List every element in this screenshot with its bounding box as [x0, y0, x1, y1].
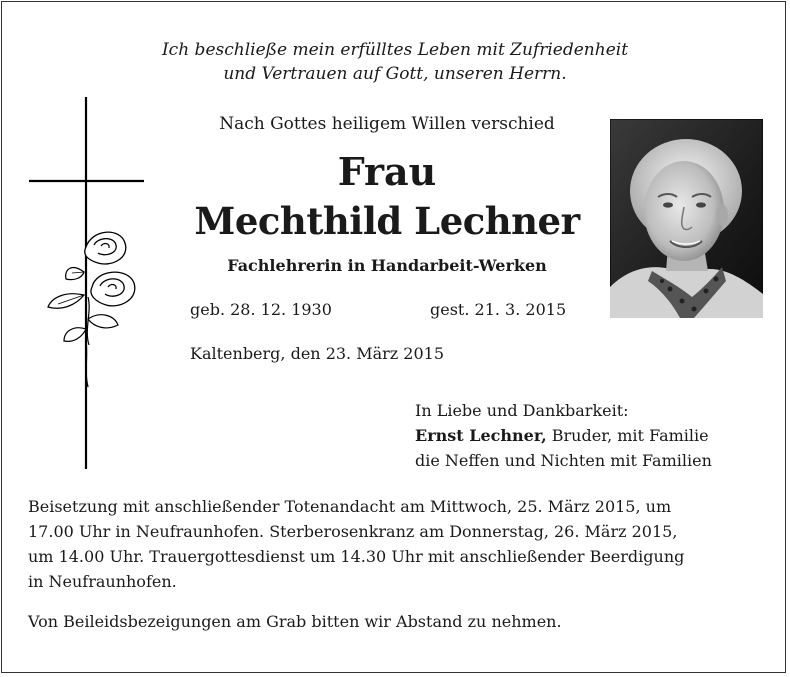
mourners-family: die Neffen und Nichten mit Familien	[415, 451, 712, 470]
salutation: Frau	[337, 149, 437, 194]
mourner-relation: Bruder, mit Familie	[546, 426, 709, 445]
birth-date: geb. 28. 12. 1930	[190, 300, 332, 319]
funeral-line-4: in Neufraunhofen.	[28, 572, 177, 591]
mourner-name: Ernst Lechner,	[415, 426, 547, 445]
motto	[0, 38, 790, 86]
motto-line-2: und Vertrauen auf Gott, unseren Herrn.	[223, 64, 567, 84]
deceased-name: Mechthild Lechner	[194, 199, 580, 243]
profession: Fachlehrerin in Handarbeit-Werken	[227, 256, 547, 275]
mourners-block	[415, 398, 712, 473]
funeral-line-3: um 14.00 Uhr. Trauergottesdienst um 14.30 Uhr mit anschließender Beerdigung	[28, 547, 685, 566]
funeral-line-2: 17.00 Uhr in Neufraunhofen. Sterberosenkranz am Donnerstag, 26. März 2015,	[28, 522, 678, 541]
intro-line: Nach Gottes heiligem Willen verschied	[219, 114, 555, 134]
funeral-line-1: Beisetzung mit anschließender Totenandacht am Mittwoch, 25. März 2015, um	[28, 497, 672, 516]
death-date: gest. 21. 3. 2015	[430, 300, 567, 319]
funeral-details	[28, 494, 768, 594]
mourners-intro: In Liebe und Dankbarkeit:	[415, 401, 629, 420]
motto-line-1: Ich beschließe mein erfülltes Leben mit Zufriedenheit	[161, 40, 629, 60]
condolence-note: Von Beileidsbezeigungen am Grab bitten wir Abstand zu nehmen.	[28, 612, 562, 631]
cross-with-roses-icon	[26, 97, 156, 481]
mourners-primary	[415, 423, 712, 448]
portrait-photo	[610, 119, 763, 322]
place-date: Kaltenberg, den 23. März 2015	[190, 344, 445, 363]
